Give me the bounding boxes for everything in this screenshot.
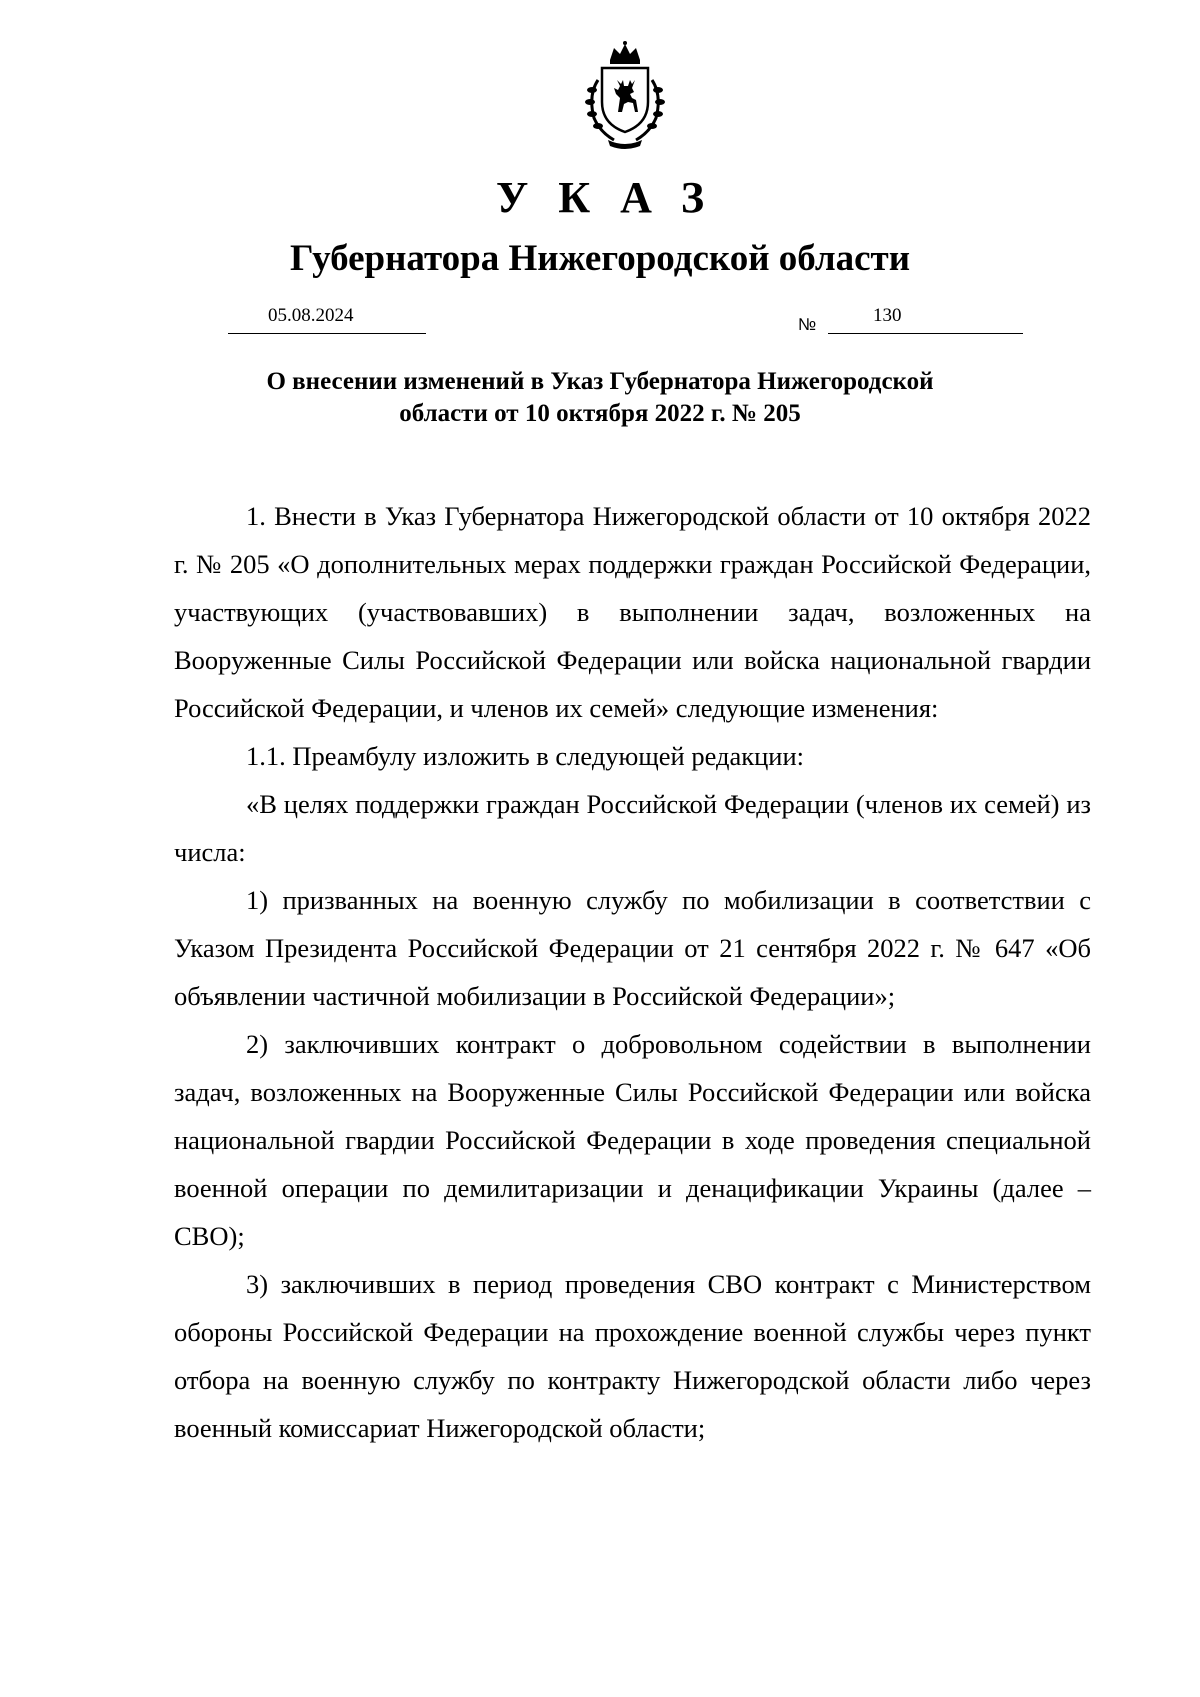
- heading-line-1: О внесении изменений в Указ Губернатора Нижегородской: [266, 368, 934, 395]
- paragraph-1: 1. Внести в Указ Губернатора Нижегородской области от 10 октября 2022 г. № 205 «О дополнительных мерах поддержки граждан Российской Федерации, участвующих (участвовавших) в выполнении задач, возложенных на Вооруженные Силы Российской Федерации или войска национальной гвардии Российской Федерации, и членов их семей» следующие изменения:: [174, 501, 1091, 723]
- coat-of-arms-icon: [570, 40, 680, 150]
- paragraph-1-1: 1.1. Преамбулу изложить в следующей редакции:: [246, 741, 805, 771]
- document-title: УКАЗ: [495, 173, 735, 222]
- paragraph-item-1: 1) призванных на военную службу по мобилизации в соответствии с Указом Президента Российской Федерации от 21 сентября 2022 г. № 647 «Об объявлении частичной мобилизации в Российской Федерации»;: [174, 885, 1091, 1011]
- decree-heading: [200, 366, 1000, 430]
- date-value: 05.08.2024: [268, 305, 354, 326]
- document-subtitle: Губернатора Нижегородской области: [289, 238, 911, 279]
- number-value: 130: [873, 305, 902, 326]
- number-sign: №: [798, 315, 817, 334]
- number-field: [828, 303, 1023, 334]
- paragraph-item-2: 2) заключивших контракт о добровольном содействии в выполнении задач, возложенных на Вооруженные Силы Российской Федерации или войска национальной гвардии Российской Федерации в ходе проведения специальной военной операции по демилитаризации и денацификации Украины (далее – СВО);: [174, 1029, 1091, 1251]
- date-field: [228, 303, 426, 334]
- paragraph-preamble: «В целях поддержки граждан Российской Федерации (членов их семей) из числа:: [174, 789, 1091, 867]
- decree-body: [174, 492, 1091, 1452]
- paragraph-item-3: 3) заключивших в период проведения СВО контракт с Министерством обороны Российской Федерации на прохождение военной службы через пункт отбора на военную службу по контракту Нижегородской области либо через военный комиссариат Нижегородской области;: [174, 1269, 1091, 1443]
- heading-line-2: области от 10 октября 2022 г. № 205: [399, 400, 801, 427]
